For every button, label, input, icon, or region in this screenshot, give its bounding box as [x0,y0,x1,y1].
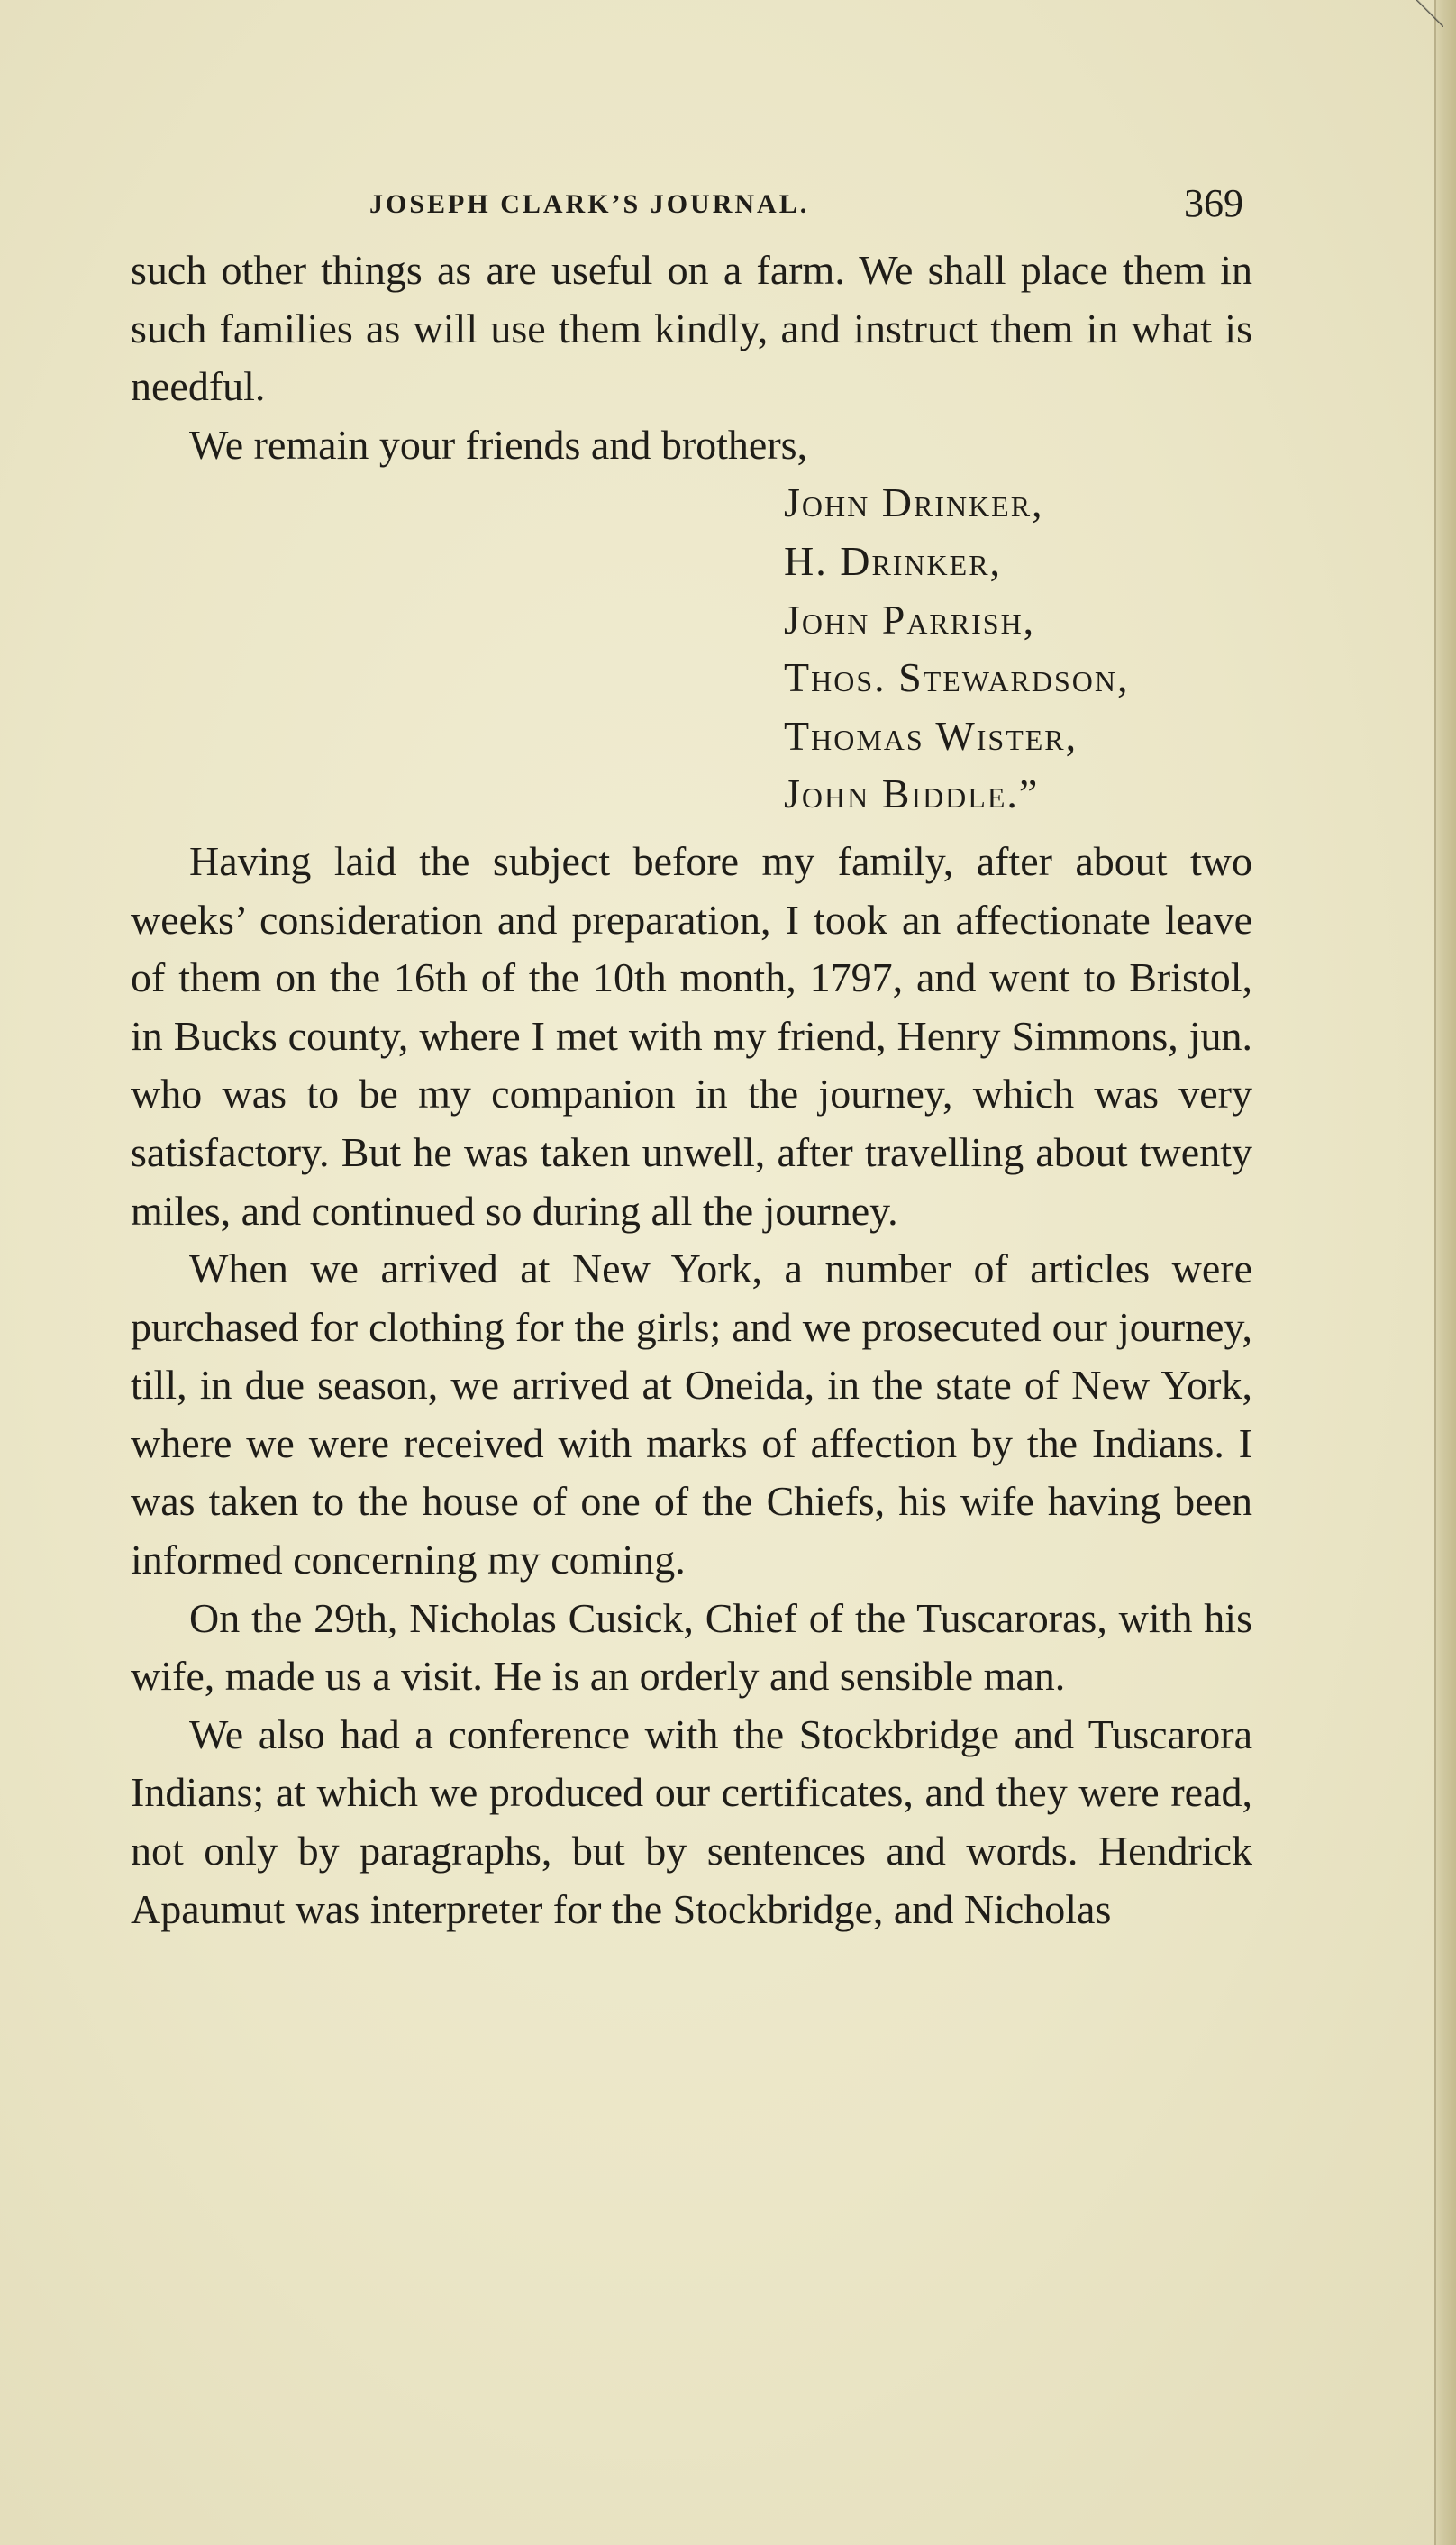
paragraph-3: Having laid the subject before my family, after about two weeks’ consideration and preparation, I took an affectionate leave of them on the 16th of the 10th month, 1797, and went to Bristol, in Bucks county, where I met with my friend, Henry Simmons, jun. who was to be my companion in the journey, which was very satisfactory. But he was taken unwell, after travelling about twenty miles, and continued so during all the journey. [131,837,1252,1234]
signature-list [784,474,1252,824]
signature-name: Thos. Stewardson, [784,654,1130,701]
running-head [135,180,1243,243]
paragraph-4: When we arrived at New York, a number of articles were purchased for clothing for the girls; and we prosecuted our journey, till, in due season, we arrived at Oneida, in the state of New York, where we were received with marks of affection by the Indians. I was taken to the house of one of the Chiefs, his wife having been informed concerning my coming. [131,1245,1252,1583]
signature-name: H. Drinker, [784,537,1003,584]
paragraph-5: On the 29th, Nicholas Cusick, Chief of the Tuscaroras, with his wife, made us a visit. He is an orderly and sensible man. [131,1594,1252,1700]
corner-mark [1416,0,1443,27]
paragraph-2: We remain your friends and brothers, [189,421,808,468]
page-number: 369 [1184,181,1243,225]
page-edge [1434,0,1456,2545]
running-head-title: JOSEPH CLARK’S JOURNAL. [369,189,810,219]
signature-name: John Parrish, [784,596,1036,643]
page-text [131,242,1252,1938]
signature-name: John Drinker, [784,479,1044,526]
paragraph-1: such other things as are useful on a farm. We shall place them in such families as will use them kindly, and instruct them in what is needful. [131,247,1252,410]
signature-name: John Biddle.” [784,771,1040,817]
paragraph-6: We also had a conference with the Stockbridge and Tuscarora Indians; at which we produced our certificates, and they were read, not only by paragraphs, but by sentences and words. Hendrick Apaumut was interpreter for the Stockbridge, and Nicholas [131,1710,1252,1932]
signature-name: Thomas Wister, [784,712,1078,759]
